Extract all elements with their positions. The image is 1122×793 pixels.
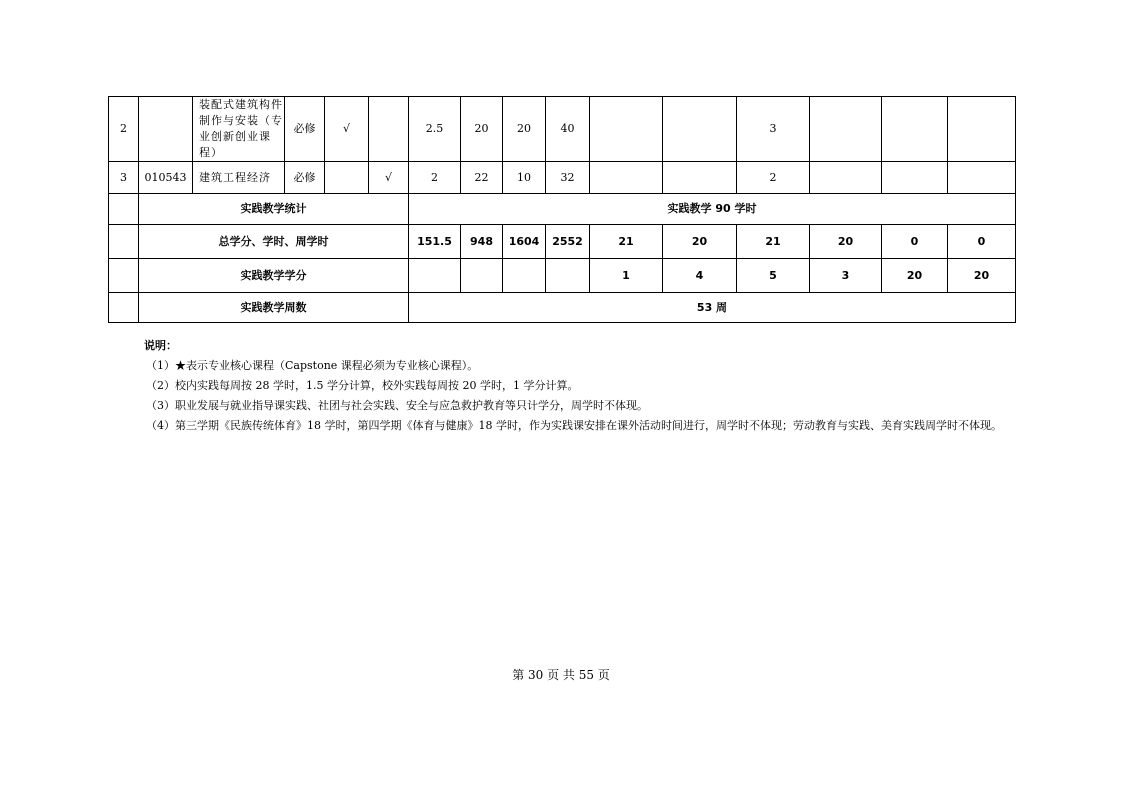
practice-credits-sem-1: 1 <box>590 259 663 293</box>
totals-sem-5: 0 <box>882 225 948 259</box>
practice-credits-label: 实践教学学分 <box>139 259 409 293</box>
note-item: （1）★表示专业核心课程（Capstone 课程必须为专业核心课程）。 <box>146 359 479 372</box>
notes-section <box>118 336 1013 436</box>
cell-check-1: √ <box>325 97 369 162</box>
practice-stats-label: 实践教学统计 <box>139 194 409 225</box>
cell-check-2: √ <box>369 162 409 194</box>
cell-no: 3 <box>109 162 139 194</box>
cell-course-name: 建筑工程经济 <box>193 162 285 194</box>
cell-sem-5 <box>882 162 948 194</box>
totals-credit: 151.5 <box>409 225 461 259</box>
totals-sem-1: 21 <box>590 225 663 259</box>
practice-credits-sem-2: 4 <box>663 259 737 293</box>
cell-theory: 20 <box>461 97 503 162</box>
note-item: （4）第三学期《民族传统体育》18 学时，第四学期《体育与健康》18 学时，作为实践课安排在课外活动时间进行，周学时不体现；劳动教育与实践、美育实践周学时不体现。 <box>146 419 1002 432</box>
totals-total: 2552 <box>546 225 590 259</box>
cell-sem-3: 2 <box>737 162 810 194</box>
practice-credits-row <box>109 259 1016 293</box>
cell-sem-5 <box>882 97 948 162</box>
totals-theory: 948 <box>461 225 503 259</box>
practice-stats-value: 实践教学 90 学时 <box>409 194 1016 225</box>
totals-label: 总学分、学时、周学时 <box>139 225 409 259</box>
cell-code <box>139 97 193 162</box>
cell-credit: 2.5 <box>409 97 461 162</box>
practice-stats-row <box>109 194 1016 225</box>
cell-sem-6 <box>948 97 1016 162</box>
cell-total: 32 <box>546 162 590 194</box>
cell-type: 必修 <box>285 162 325 194</box>
cell-type: 必修 <box>285 97 325 162</box>
totals-sem-4: 20 <box>810 225 882 259</box>
cell-practice: 20 <box>503 97 546 162</box>
cell-practice: 10 <box>503 162 546 194</box>
cell-sem-3: 3 <box>737 97 810 162</box>
totals-practice: 1604 <box>503 225 546 259</box>
notes-title: 说明： <box>144 339 177 352</box>
totals-sem-6: 0 <box>948 225 1016 259</box>
cell-check-2 <box>369 97 409 162</box>
totals-sem-2: 20 <box>663 225 737 259</box>
page-footer: 第 30 页 共 55 页 <box>512 668 610 682</box>
table-row <box>109 162 1016 194</box>
course-table <box>108 96 1016 323</box>
cell-theory: 22 <box>461 162 503 194</box>
practice-weeks-value: 53 周 <box>409 293 1016 323</box>
totals-row <box>109 225 1016 259</box>
cell-sem-4 <box>810 162 882 194</box>
note-item: （3）职业发展与就业指导课实践、社团与社会实践、安全与应急救护教育等只计学分，周学时不体现。 <box>146 399 648 412</box>
practice-credits-sem-5: 20 <box>882 259 948 293</box>
practice-credits-sem-6: 20 <box>948 259 1016 293</box>
cell-sem-2 <box>663 97 737 162</box>
table-row <box>109 97 1016 162</box>
practice-weeks-row <box>109 293 1016 323</box>
cell-sem-4 <box>810 97 882 162</box>
cell-check-1 <box>325 162 369 194</box>
cell-sem-1 <box>590 97 663 162</box>
note-item: （2）校内实践每周按 28 学时，1.5 学分计算，校外实践每周按 20 学时，1 学分计算。 <box>146 379 579 392</box>
cell-sem-6 <box>948 162 1016 194</box>
cell-course-name: 装配式建筑构件制作与安装（专业创新创业课程） <box>193 97 285 162</box>
cell-sem-2 <box>663 162 737 194</box>
cell-no: 2 <box>109 97 139 162</box>
cell-total: 40 <box>546 97 590 162</box>
cell-credit: 2 <box>409 162 461 194</box>
cell-sem-1 <box>590 162 663 194</box>
totals-sem-3: 21 <box>737 225 810 259</box>
practice-weeks-label: 实践教学周数 <box>139 293 409 323</box>
cell-code: 010543 <box>139 162 193 194</box>
practice-credits-sem-3: 5 <box>737 259 810 293</box>
practice-credits-sem-4: 3 <box>810 259 882 293</box>
